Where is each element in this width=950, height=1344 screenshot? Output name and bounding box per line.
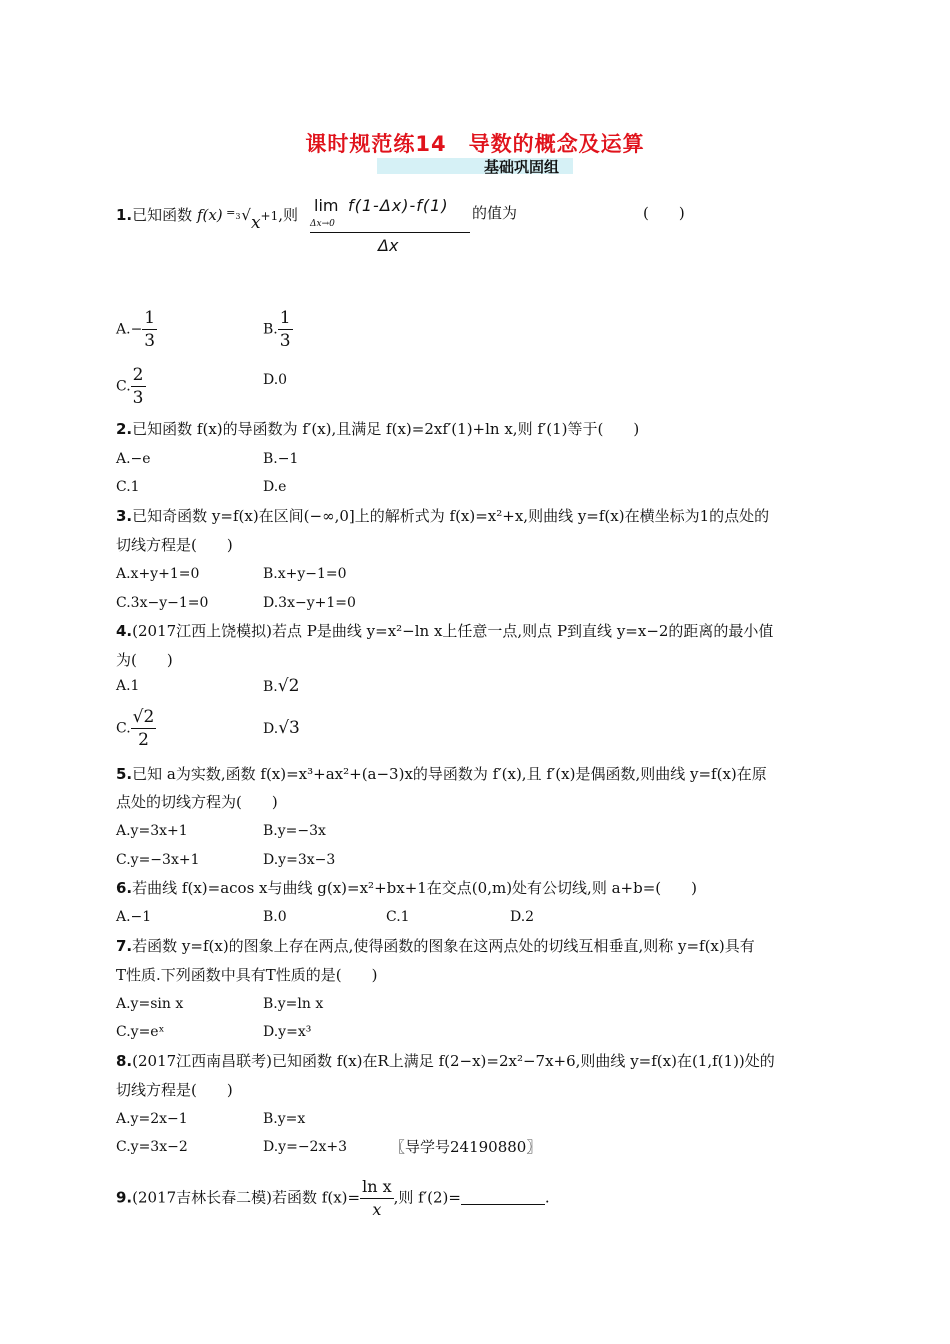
numerator: √2 (132, 707, 155, 727)
question-8-line2: 切线方程是( ) (116, 1081, 233, 1099)
question-text-tail: ,则 f′(2)= (393, 1188, 461, 1207)
cube-root (235, 205, 260, 233)
q7-option-d[interactable]: D.y=x³ (263, 1024, 312, 1040)
option-label: A. (116, 321, 131, 338)
root-sign: √ (241, 206, 251, 224)
q8-option-c[interactable]: C.y=3x−2 (116, 1139, 188, 1155)
question-text: 若曲线 f(x)=acos x与曲线 g(x)=x²+bx+1在交点(0,m)处有公切线,则 a+b=( ) (132, 879, 697, 897)
question-number: 2. (116, 420, 133, 438)
reference-number: 〖导学号24190880〗 (390, 1138, 542, 1156)
question-text: 已知函数 f(x)的导函数为 f′(x),且满足 f(x)=2xf′(1)+ln x,则 f′(1)等于( ) (132, 420, 640, 438)
section-subtitle: 基础巩固组 (484, 158, 560, 176)
lim-subscript: Δx→0 (310, 219, 335, 229)
question-text: 若函数 y=f(x)的图象上存在两点,使得函数的图象在这两点处的切线互相垂直,则称 y=f(x)具有 (132, 937, 755, 955)
q2-option-d[interactable]: D.e (263, 479, 287, 495)
equals-sign: = (222, 206, 236, 219)
question-4-line2: 为( ) (116, 651, 173, 669)
q6-option-a[interactable]: A.−1 (116, 909, 152, 925)
q5-option-c[interactable]: C.y=−3x+1 (116, 852, 200, 868)
q6-option-c[interactable]: C.1 (386, 909, 410, 925)
q2-option-b[interactable]: B.−1 (263, 451, 299, 467)
plus-one: +1 (260, 209, 279, 223)
denominator: 3 (144, 331, 156, 351)
q1-option-a[interactable] (116, 307, 157, 352)
fraction (278, 307, 293, 352)
q3-option-d[interactable]: D.3x−y+1=0 (263, 595, 356, 611)
lim-label: lim (314, 196, 339, 215)
numerator: 1 (144, 308, 156, 328)
numerator: 1 (279, 308, 291, 328)
option-label: D. (263, 721, 279, 737)
question-3-line2: 切线方程是( ) (116, 536, 233, 554)
question-number: 9. (116, 1188, 133, 1207)
answer-blank[interactable] (461, 1190, 545, 1205)
q4-option-d[interactable] (263, 718, 300, 739)
q3-option-c[interactable]: C.3x−y−1=0 (116, 595, 209, 611)
question-number: 4. (116, 622, 133, 640)
question-text: (2017吉林长春二模)若函数 f(x)= (132, 1188, 361, 1207)
root-body: x (250, 213, 261, 233)
sqrt-value: √3 (278, 718, 300, 738)
fraction (360, 1176, 394, 1221)
limit-numerator: f(1-Δx)-f(1) (348, 196, 449, 215)
denominator: 2 (138, 730, 149, 750)
question-9 (116, 1176, 550, 1221)
root-index: 3 (235, 212, 241, 221)
q1-option-d[interactable]: D.0 (263, 372, 288, 388)
period: . (544, 1188, 550, 1207)
q8-option-d[interactable]: D.y=−2x+3 (263, 1139, 347, 1155)
q5-option-b[interactable]: B.y=−3x (263, 823, 326, 839)
question-1 (116, 203, 298, 233)
fraction (131, 364, 146, 409)
question-5-line2: 点处的切线方程为( ) (116, 793, 278, 811)
question-5 (116, 764, 767, 784)
q7-option-a[interactable]: A.y=sin x (116, 996, 184, 1012)
answer-paren: ( ) (643, 204, 685, 222)
q4-option-a[interactable]: A.1 (116, 678, 140, 694)
q6-option-b[interactable]: B.0 (263, 909, 287, 925)
question-7 (116, 936, 755, 956)
question-6 (116, 878, 697, 898)
fraction-bar (310, 232, 470, 233)
q1-option-b[interactable] (263, 307, 293, 352)
question-4 (116, 621, 773, 641)
q1-option-c[interactable] (116, 364, 146, 409)
question-text: 已知 a为实数,函数 f(x)=x³+ax²+(a−3)x的导函数为 f′(x),且 f′(x)是偶函数,则曲线 y=f(x)在原 (132, 765, 767, 783)
question-text: (2017江西南昌联考)已知函数 f(x)在R上满足 f(2−x)=2x²−7x+6,则曲线 y=f(x)在(1,f(1))处的 (132, 1052, 775, 1070)
q3-option-b[interactable]: B.x+y−1=0 (263, 566, 347, 582)
q5-option-d[interactable]: D.y=3x−3 (263, 852, 336, 868)
q4-option-c[interactable] (116, 706, 156, 751)
q6-option-d[interactable]: D.2 (510, 909, 535, 925)
q3-option-a[interactable]: A.x+y+1=0 (116, 566, 200, 582)
denominator: x (372, 1200, 382, 1219)
question-number: 1. (116, 206, 133, 224)
question-number: 3. (116, 507, 133, 525)
denominator: 3 (279, 331, 291, 351)
then-text: ,则 (278, 206, 299, 224)
question-8 (116, 1051, 775, 1071)
numerator: 2 (132, 365, 144, 385)
fraction (142, 307, 157, 352)
option-label: C. (116, 378, 131, 395)
fraction (131, 706, 157, 751)
question-number: 5. (116, 765, 133, 783)
question-3 (116, 506, 769, 526)
q2-option-a[interactable]: A.−e (116, 451, 151, 467)
question-text: (2017江西上饶模拟)若点 P是曲线 y=x²−ln x上任意一点,则点 P到直线 y=x−2的距离的最小值 (132, 622, 774, 640)
page-title: 课时规范练14 导数的概念及运算 (305, 132, 645, 156)
option-label: B. (263, 679, 278, 695)
question-text: 已知奇函数 y=f(x)在区间(−∞,0]上的解析式为 f(x)=x²+x,则曲线 y=f(x)在横坐标为1的点处的 (132, 507, 770, 525)
question-2 (116, 419, 639, 439)
q8-option-b[interactable]: B.y=x (263, 1111, 306, 1127)
q8-option-a[interactable]: A.y=2x−1 (116, 1111, 188, 1127)
numerator: ln x (360, 1176, 394, 1199)
option-label: B. (263, 321, 278, 338)
q1-tail: 的值为 (472, 204, 518, 222)
q7-option-c[interactable]: C.y=eˣ (116, 1024, 165, 1040)
limit-expression (310, 196, 470, 256)
function-notation: f(x) (196, 206, 223, 224)
minus-sign: − (130, 321, 143, 338)
question-number: 7. (116, 937, 133, 955)
q4-option-b[interactable] (263, 676, 299, 697)
q5-option-a[interactable]: A.y=3x+1 (116, 823, 188, 839)
option-label: C. (116, 720, 131, 737)
denominator: 3 (132, 388, 144, 408)
question-7-line2: T性质.下列函数中具有T性质的是( ) (116, 966, 378, 984)
question-text: 已知函数 (132, 206, 193, 224)
q2-option-c[interactable]: C.1 (116, 479, 140, 495)
sqrt-value: √2 (277, 676, 300, 696)
question-number: 6. (116, 879, 133, 897)
q7-option-b[interactable]: B.y=ln x (263, 996, 324, 1012)
limit-denominator: Δx (378, 236, 399, 255)
question-number: 8. (116, 1052, 133, 1070)
